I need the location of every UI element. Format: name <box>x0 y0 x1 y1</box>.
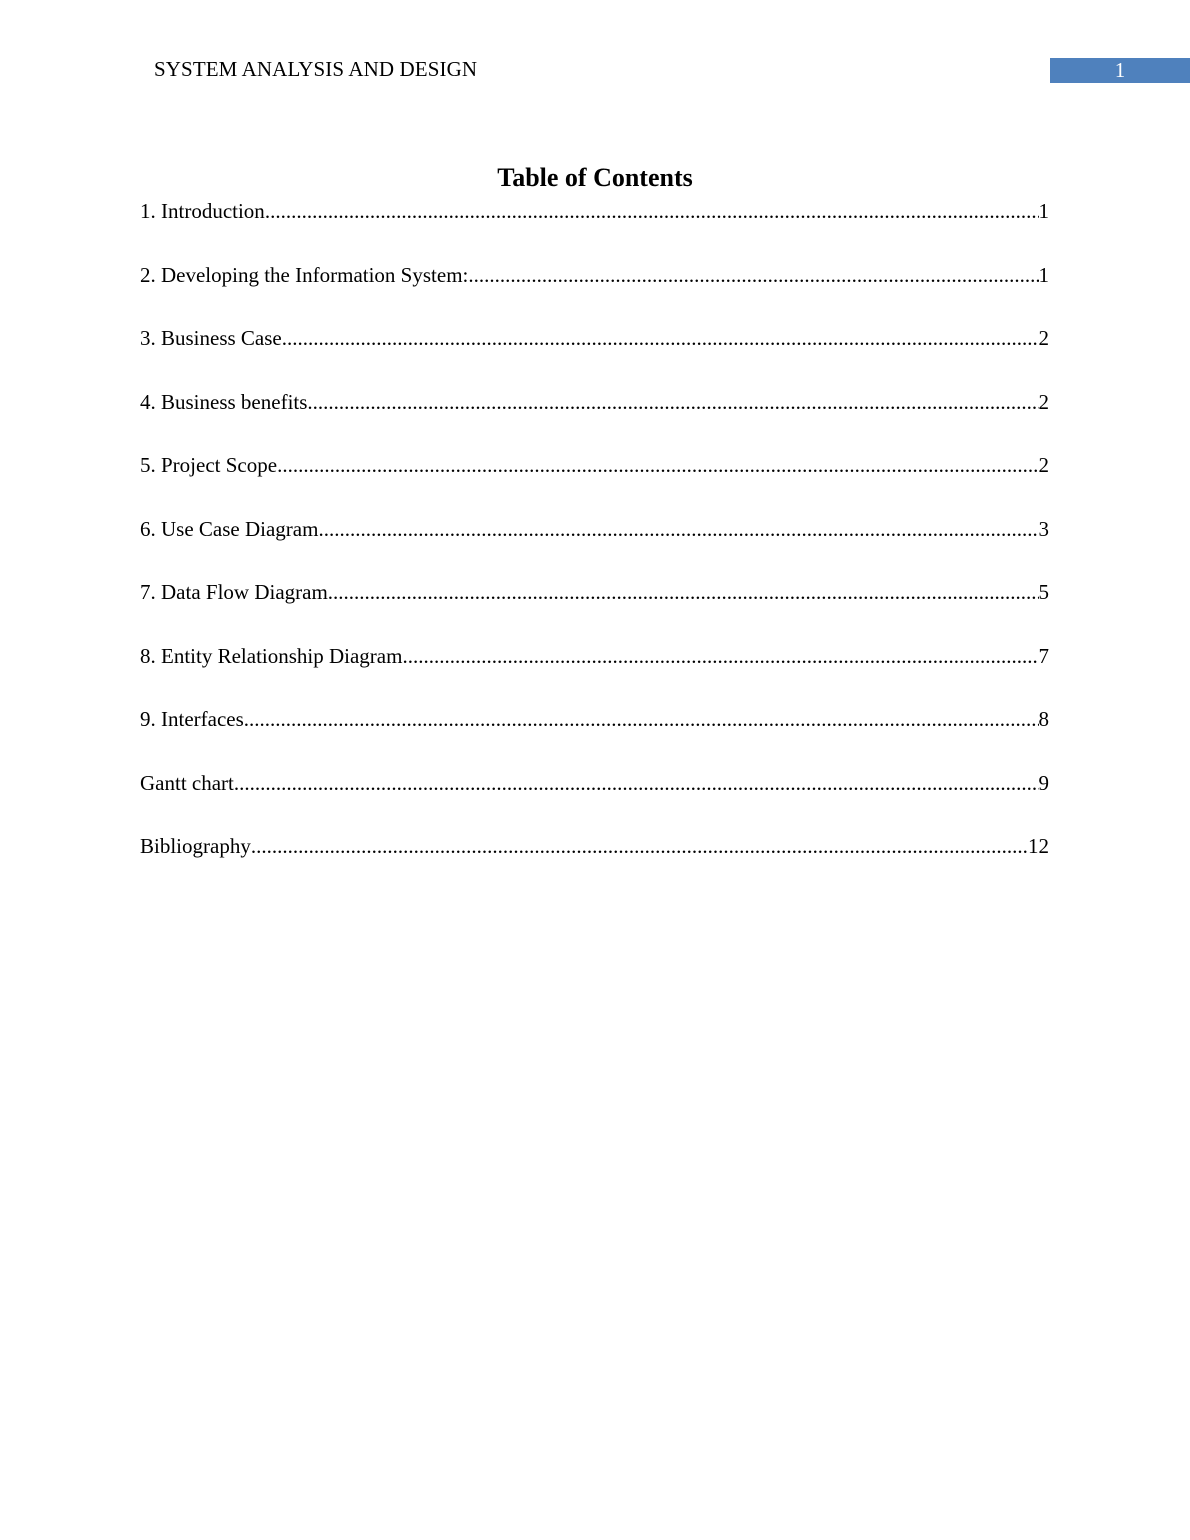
toc-entry-project-scope[interactable] <box>140 452 1049 516</box>
toc-entry-page: 5 <box>1038 580 1049 604</box>
toc-heading: Table of Contents <box>497 163 693 192</box>
toc-entry-entity-relationship-diagram[interactable] <box>140 643 1049 707</box>
toc-entry-label: Gantt chart <box>140 770 234 795</box>
toc-entry-page: 7 <box>1038 643 1049 668</box>
toc-dot-leader <box>282 325 1039 351</box>
toc-entry-page: 2 <box>1038 389 1049 414</box>
toc-entry-business-case[interactable] <box>140 325 1049 389</box>
toc-entry-page: 2 <box>1038 326 1049 350</box>
toc-entry-page: 1 <box>1038 262 1049 287</box>
toc-dot-leader <box>318 516 1038 542</box>
toc-entry-introduction[interactable] <box>140 198 1049 262</box>
toc-entry-page: 2 <box>1038 453 1049 477</box>
toc-dot-leader <box>234 770 1039 796</box>
toc-entry-label: 1. Introduction <box>140 199 265 223</box>
toc-entry-label: 7. Data Flow Diagram <box>140 580 328 604</box>
toc-entry-page: 8 <box>1038 707 1049 731</box>
toc-dot-leader <box>277 452 1038 478</box>
toc-entry-label: Bibliography <box>140 834 251 858</box>
toc-entry-business-benefits[interactable] <box>140 389 1049 453</box>
toc-entry-interfaces[interactable] <box>140 706 1049 770</box>
toc-dot-leader <box>328 579 1039 605</box>
toc-entry-label: 3. Business Case <box>140 326 282 350</box>
toc-entry-label: 8. Entity Relationship Diagram <box>140 643 403 668</box>
toc-dot-leader <box>402 643 1038 669</box>
toc-dot-leader <box>307 389 1038 415</box>
toc-dot-leader <box>244 706 1039 732</box>
toc-dot-leader <box>468 262 1038 288</box>
toc-dot-leader <box>265 198 1039 224</box>
toc-entry-label: 5. Project Scope <box>140 453 278 477</box>
toc-entry-gantt-chart[interactable] <box>140 770 1049 834</box>
toc-entry-data-flow-diagram[interactable] <box>140 579 1049 643</box>
toc-entry-use-case-diagram[interactable] <box>140 516 1049 580</box>
toc-dot-leader <box>251 833 1028 859</box>
toc-entry-page: 3 <box>1038 516 1049 541</box>
toc-entry-label: 6. Use Case Diagram <box>140 516 319 541</box>
toc-entry-label: 2. Developing the Information System: <box>140 262 469 287</box>
page-number-badge: 1 <box>1050 58 1190 83</box>
running-header-title: SYSTEM ANALYSIS AND DESIGN <box>154 57 478 81</box>
toc-entry-label: 9. Interfaces <box>140 707 244 731</box>
toc-entry-bibliography[interactable] <box>140 833 1049 897</box>
toc-entry-page: 9 <box>1038 770 1049 795</box>
toc-entry-page: 12 <box>1028 834 1049 858</box>
toc-list <box>140 198 1049 897</box>
toc-entry-label: 4. Business benefits <box>140 389 308 414</box>
toc-entry-page: 1 <box>1038 199 1049 223</box>
toc-entry-developing-information-system[interactable] <box>140 262 1049 326</box>
